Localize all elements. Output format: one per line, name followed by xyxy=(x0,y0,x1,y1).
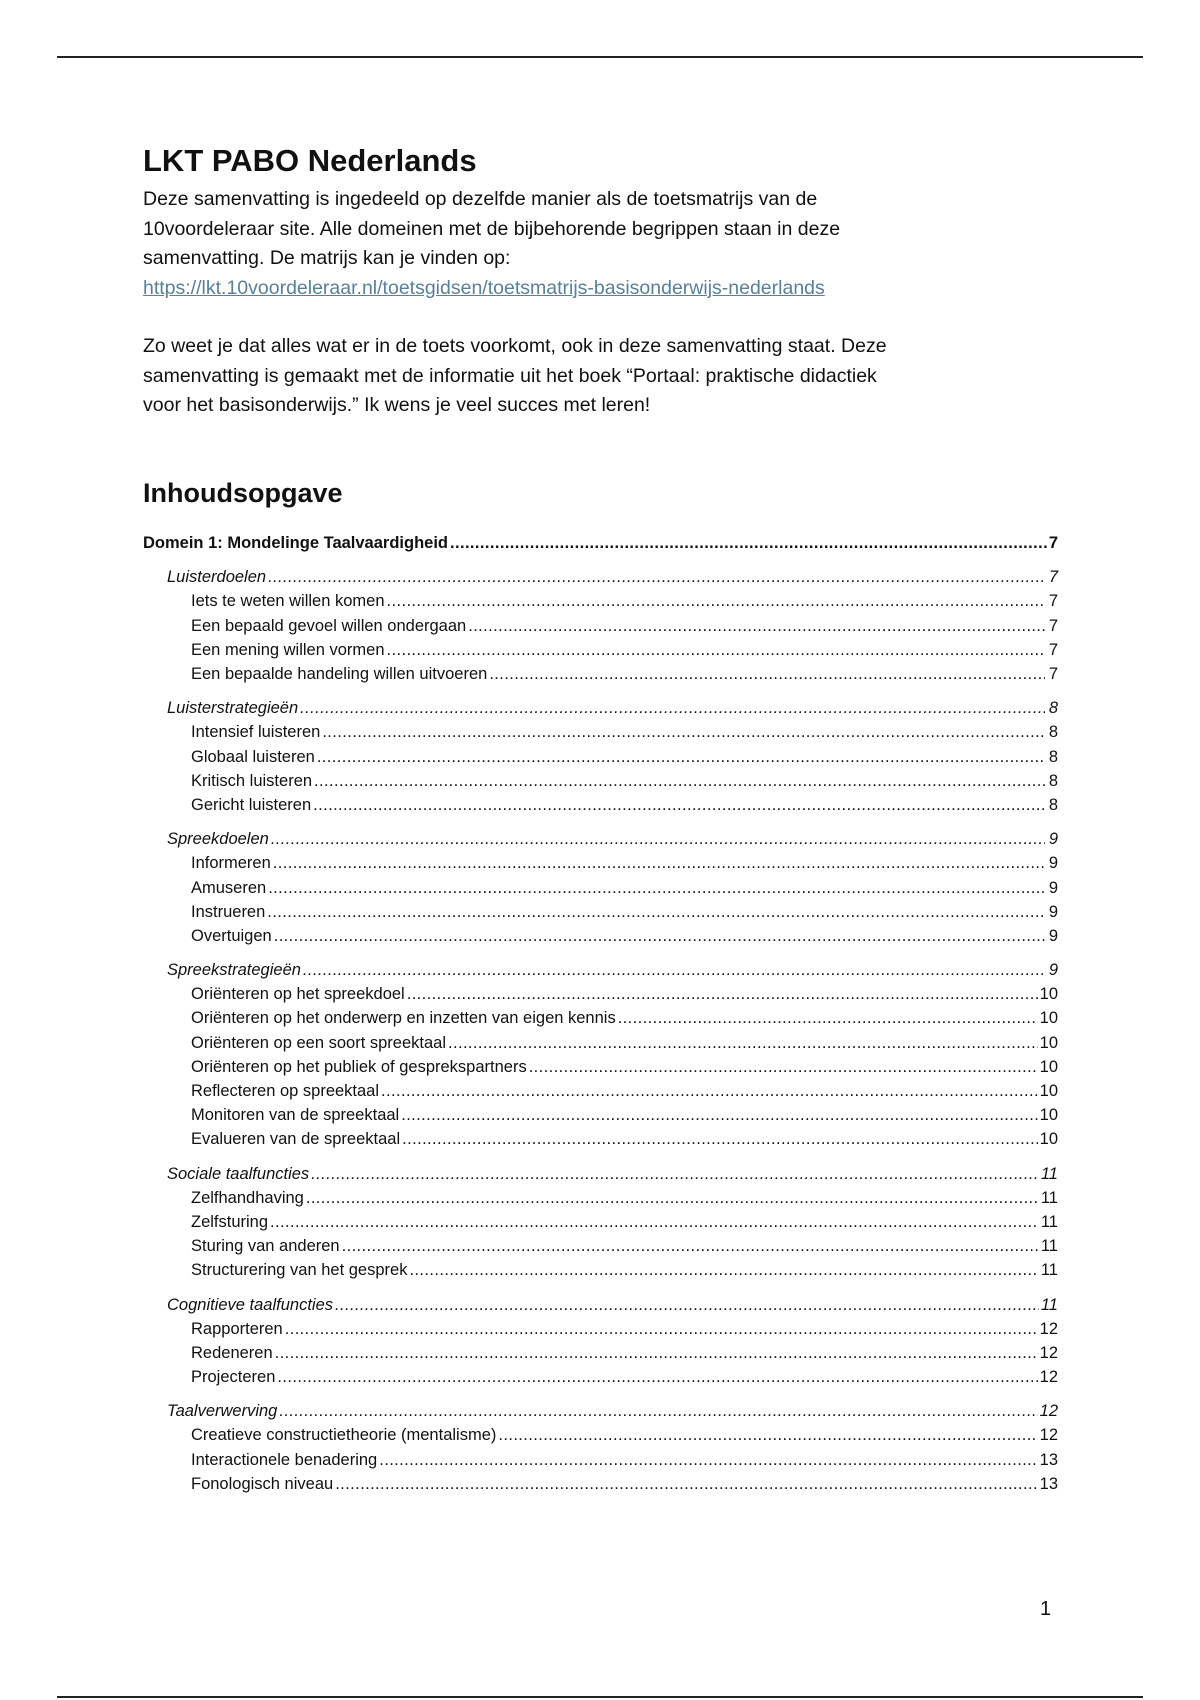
toc-entry-title: Fonologisch niveau xyxy=(191,1474,334,1493)
toc-subsection-entry[interactable] xyxy=(143,638,1058,662)
toc-subsection-entry[interactable] xyxy=(143,745,1058,769)
toc-leader-dots xyxy=(335,1293,1039,1317)
toc-entry-page: 11 xyxy=(1040,1237,1058,1256)
toc-leader-dots xyxy=(285,1317,1038,1341)
toc-entry-title: Structurering van het gesprek xyxy=(191,1261,408,1280)
toc-entry-title: Iets te weten willen komen xyxy=(191,592,385,611)
toc-entry-page: 10 xyxy=(1039,1057,1058,1076)
toc-leader-dots xyxy=(468,614,1045,638)
toc-leader-dots xyxy=(314,769,1045,793)
toc-subsection-entry[interactable] xyxy=(143,1341,1058,1365)
toc-entry-page: 9 xyxy=(1048,926,1058,945)
toc-subsection-entry[interactable] xyxy=(143,769,1058,793)
toc-leader-dots xyxy=(409,1258,1038,1282)
toc-entry-page: 8 xyxy=(1048,771,1058,790)
toc-leader-dots xyxy=(268,565,1045,589)
toc-leader-dots xyxy=(313,793,1045,817)
intro-line: 10voordeleraar site. Alle domeinen met de bijbehorende begrippen staan in deze xyxy=(143,217,841,240)
toc-subsection-entry[interactable] xyxy=(143,1210,1058,1234)
toc-leader-dots xyxy=(300,696,1045,720)
toc-leader-dots xyxy=(322,720,1045,744)
toc-subsection-entry[interactable] xyxy=(143,1031,1058,1055)
toc-entry-page: 11 xyxy=(1040,1261,1058,1280)
toc-section-entry[interactable] xyxy=(143,1162,1058,1186)
toc-entry-title: Oriënteren op het publiek of gesprekspartners xyxy=(191,1057,527,1076)
toc-leader-dots xyxy=(306,1186,1039,1210)
toc-entry-title: Intensief luisteren xyxy=(191,723,321,742)
toc-entry-title: Rapporteren xyxy=(191,1319,283,1338)
toc-entry-page: 7 xyxy=(1048,640,1058,659)
toc-leader-dots xyxy=(402,1127,1038,1151)
toc-entry-page: 10 xyxy=(1039,985,1058,1004)
toc-subsection-entry[interactable] xyxy=(143,1055,1058,1079)
toc-entry-page: 10 xyxy=(1039,1033,1058,1052)
toc-entry-title: Sociale taalfuncties xyxy=(167,1164,310,1183)
toc-leader-dots xyxy=(407,982,1038,1006)
toc-entry-page: 7 xyxy=(1048,568,1058,587)
intro-paragraph-2 xyxy=(143,332,1058,421)
header-rule xyxy=(57,56,1143,58)
toc-entry-title: Informeren xyxy=(191,854,271,873)
toc-entry-page: 11 xyxy=(1040,1188,1058,1207)
toc-section-entry[interactable] xyxy=(143,958,1058,982)
toc-entry-title: Spreekstrategieën xyxy=(167,961,301,980)
toc-subsection-entry[interactable] xyxy=(143,876,1058,900)
toc-leader-dots xyxy=(267,900,1045,924)
toc-entry-title: Amuseren xyxy=(191,878,267,897)
intro-paragraph xyxy=(143,185,1058,303)
toc-subsection-entry[interactable] xyxy=(143,1006,1058,1030)
intro-line: samenvatting. De matrijs kan je vinden op: xyxy=(143,247,511,270)
toc-subsection-entry[interactable] xyxy=(143,1317,1058,1341)
toc-entry-title: Een mening willen vormen xyxy=(191,640,385,659)
toc-entry-page: 12 xyxy=(1039,1368,1058,1387)
toc-entry-title: Projecteren xyxy=(191,1368,276,1387)
toc-entry-title: Zelfsturing xyxy=(191,1212,269,1231)
toc-leader-dots xyxy=(273,851,1045,875)
toc-subsection-entry[interactable] xyxy=(143,1186,1058,1210)
toc-section-entry[interactable] xyxy=(143,827,1058,851)
toc-entry-page: 7 xyxy=(1048,592,1058,611)
toc-subsection-entry[interactable] xyxy=(143,1448,1058,1472)
toc-subsection-entry[interactable] xyxy=(143,1258,1058,1282)
toc-leader-dots xyxy=(335,1472,1037,1496)
toc-entry-title: Evalueren van de spreektaal xyxy=(191,1130,401,1149)
toc-entry-title: Een bepaald gevoel willen ondergaan xyxy=(191,616,467,635)
toc-entry-title: Monitoren van de spreektaal xyxy=(191,1106,400,1125)
toc-entry-page: 7 xyxy=(1048,616,1058,635)
toc-entry-page: 8 xyxy=(1048,723,1058,742)
toc-entry-title: Oriënteren op het spreekdoel xyxy=(191,985,405,1004)
toc-entry-page: 11 xyxy=(1040,1295,1058,1314)
toc-subsection-entry[interactable] xyxy=(143,793,1058,817)
toc-leader-dots xyxy=(401,1103,1037,1127)
toc-entry-title: Interactionele benadering xyxy=(191,1450,378,1469)
toc-entry-title: Sturing van anderen xyxy=(191,1237,340,1256)
toc-entry-page: 8 xyxy=(1048,795,1058,814)
toc-leader-dots xyxy=(379,1448,1037,1472)
document-title: LKT PABO Nederlands xyxy=(143,143,477,178)
toc-subsection-entry[interactable] xyxy=(143,662,1058,686)
toc-subsection-entry[interactable] xyxy=(143,589,1058,613)
document-body xyxy=(143,142,1058,1496)
toc-leader-dots xyxy=(311,1162,1039,1186)
toc-subsection-entry[interactable] xyxy=(143,720,1058,744)
toc-leader-dots xyxy=(498,1423,1037,1447)
toc-entry-title: Domein 1: Mondelinge Taalvaardigheid xyxy=(143,534,448,553)
toc-entry-page: 13 xyxy=(1039,1450,1058,1469)
toc-subsection-entry[interactable] xyxy=(143,1234,1058,1258)
toc-leader-dots xyxy=(303,958,1045,982)
intro-line: voor het basisonderwijs.” Ik wens je veel succes met leren! xyxy=(143,394,651,417)
toc-subsection-entry[interactable] xyxy=(143,1365,1058,1389)
toc-entry-title: Oriënteren op het onderwerp en inzetten van eigen kennis xyxy=(191,1009,616,1028)
toc-entry-title: Globaal luisteren xyxy=(191,747,315,766)
toc-subsection-entry[interactable] xyxy=(143,900,1058,924)
toc-subsection-entry[interactable] xyxy=(143,1472,1058,1496)
toc-entry-title: Zelfhandhaving xyxy=(191,1188,304,1207)
toc-entry-page: 9 xyxy=(1048,854,1058,873)
toc-entry-page: 8 xyxy=(1048,747,1058,766)
toc-entry-page: 12 xyxy=(1039,1343,1058,1362)
toc-entry-page: 12 xyxy=(1039,1426,1058,1445)
toc-entry-title: Oriënteren op een soort spreektaal xyxy=(191,1033,446,1052)
toc-entry-page: 13 xyxy=(1039,1474,1058,1493)
toc-entry-title: Kritisch luisteren xyxy=(191,771,313,790)
toc-entry-page: 9 xyxy=(1048,961,1058,980)
toc-leader-dots xyxy=(271,827,1045,851)
page-number: 1 xyxy=(1040,1598,1052,1620)
toc-leader-dots xyxy=(317,745,1045,769)
toc-entry-page: 12 xyxy=(1039,1402,1058,1421)
toc-entry-page: 11 xyxy=(1040,1212,1058,1231)
toc-entry-title: Gericht luisteren xyxy=(191,795,312,814)
toc-entry-page: 10 xyxy=(1039,1106,1058,1125)
toc-leader-dots xyxy=(618,1006,1038,1030)
toetsmatrijs-link[interactable]: https://lkt.10voordeleraar.nl/toetsgidsen/toetsmatrijs-basisonderwijs-nederlands xyxy=(143,276,825,299)
paragraph-gap xyxy=(143,303,1058,332)
toc-domain-entry[interactable] xyxy=(143,531,1058,555)
toc-subsection-entry[interactable] xyxy=(143,1103,1058,1127)
toc-entry-title: Redeneren xyxy=(191,1343,273,1362)
toc-entry-title: Cognitieve taalfuncties xyxy=(167,1295,334,1314)
toc-entry-title: Creatieve constructietheorie (mentalisme) xyxy=(191,1426,497,1445)
toc-subsection-entry[interactable] xyxy=(143,614,1058,638)
toc-leader-dots xyxy=(342,1234,1039,1258)
toc-leader-dots xyxy=(274,924,1045,948)
toc-entry-page: 9 xyxy=(1048,902,1058,921)
toc-subsection-entry[interactable] xyxy=(143,851,1058,875)
toc-leader-dots xyxy=(381,1079,1038,1103)
toc-entry-page: 11 xyxy=(1040,1164,1058,1183)
toc-subsection-entry[interactable] xyxy=(143,1127,1058,1151)
toc-entry-page: 10 xyxy=(1039,1130,1058,1149)
toc-section-entry[interactable] xyxy=(143,565,1058,589)
toc-leader-dots xyxy=(270,1210,1039,1234)
toc-subsection-entry[interactable] xyxy=(143,924,1058,948)
toc-heading: Inhoudsopgave xyxy=(143,477,343,508)
toc-subsection-entry[interactable] xyxy=(143,1423,1058,1447)
toc-entry-title: Luisterstrategieën xyxy=(167,699,299,718)
toc-entry-page: 10 xyxy=(1039,1009,1058,1028)
toc-subsection-entry[interactable] xyxy=(143,1079,1058,1103)
toc-entry-page: 7 xyxy=(1048,534,1058,553)
toc-entry-title: Overtuigen xyxy=(191,926,272,945)
toc-leader-dots xyxy=(387,638,1045,662)
toc-section-entry[interactable] xyxy=(143,696,1058,720)
toc-entry-title: Luisterdoelen xyxy=(167,568,267,587)
toc-leader-dots xyxy=(448,1031,1038,1055)
toc-entry-page: 12 xyxy=(1039,1319,1058,1338)
toc-entry-title: Instrueren xyxy=(191,902,266,921)
toc-entry-title: Spreekdoelen xyxy=(167,830,269,849)
toc-leader-dots xyxy=(275,1341,1038,1365)
toc-entry-page: 8 xyxy=(1048,699,1058,718)
toc-subsection-entry[interactable] xyxy=(143,982,1058,1006)
toc-entry-page: 7 xyxy=(1048,665,1058,684)
toc-entry-title: Taalverwerving xyxy=(167,1402,278,1421)
toc-leader-dots xyxy=(268,876,1045,900)
toc-leader-dots xyxy=(529,1055,1038,1079)
intro-line: samenvatting is gemaakt met de informatie uit het boek “Portaal: praktische didactiek xyxy=(143,364,877,387)
toc-entry-page: 9 xyxy=(1048,830,1058,849)
toc-entry-page: 10 xyxy=(1039,1082,1058,1101)
toc-section-entry[interactable] xyxy=(143,1293,1058,1317)
footer-rule xyxy=(57,1696,1143,1698)
toc-entry-title: Reflecteren op spreektaal xyxy=(191,1082,380,1101)
toc-leader-dots xyxy=(387,589,1045,613)
intro-line: Deze samenvatting is ingedeeld op dezelfde manier als de toetsmatrijs van de xyxy=(143,188,818,211)
toc-section-entry[interactable] xyxy=(143,1399,1058,1423)
toc-leader-dots xyxy=(489,662,1045,686)
toc-leader-dots xyxy=(279,1399,1037,1423)
toc-leader-dots xyxy=(277,1365,1037,1389)
toc-entry-page: 9 xyxy=(1048,878,1058,897)
table-of-contents xyxy=(143,531,1058,1496)
toc-leader-dots xyxy=(450,531,1047,555)
toc-entry-title: Een bepaalde handeling willen uitvoeren xyxy=(191,665,488,684)
intro-line: Zo weet je dat alles wat er in de toets voorkomt, ook in deze samenvatting staat. Deze xyxy=(143,335,887,358)
